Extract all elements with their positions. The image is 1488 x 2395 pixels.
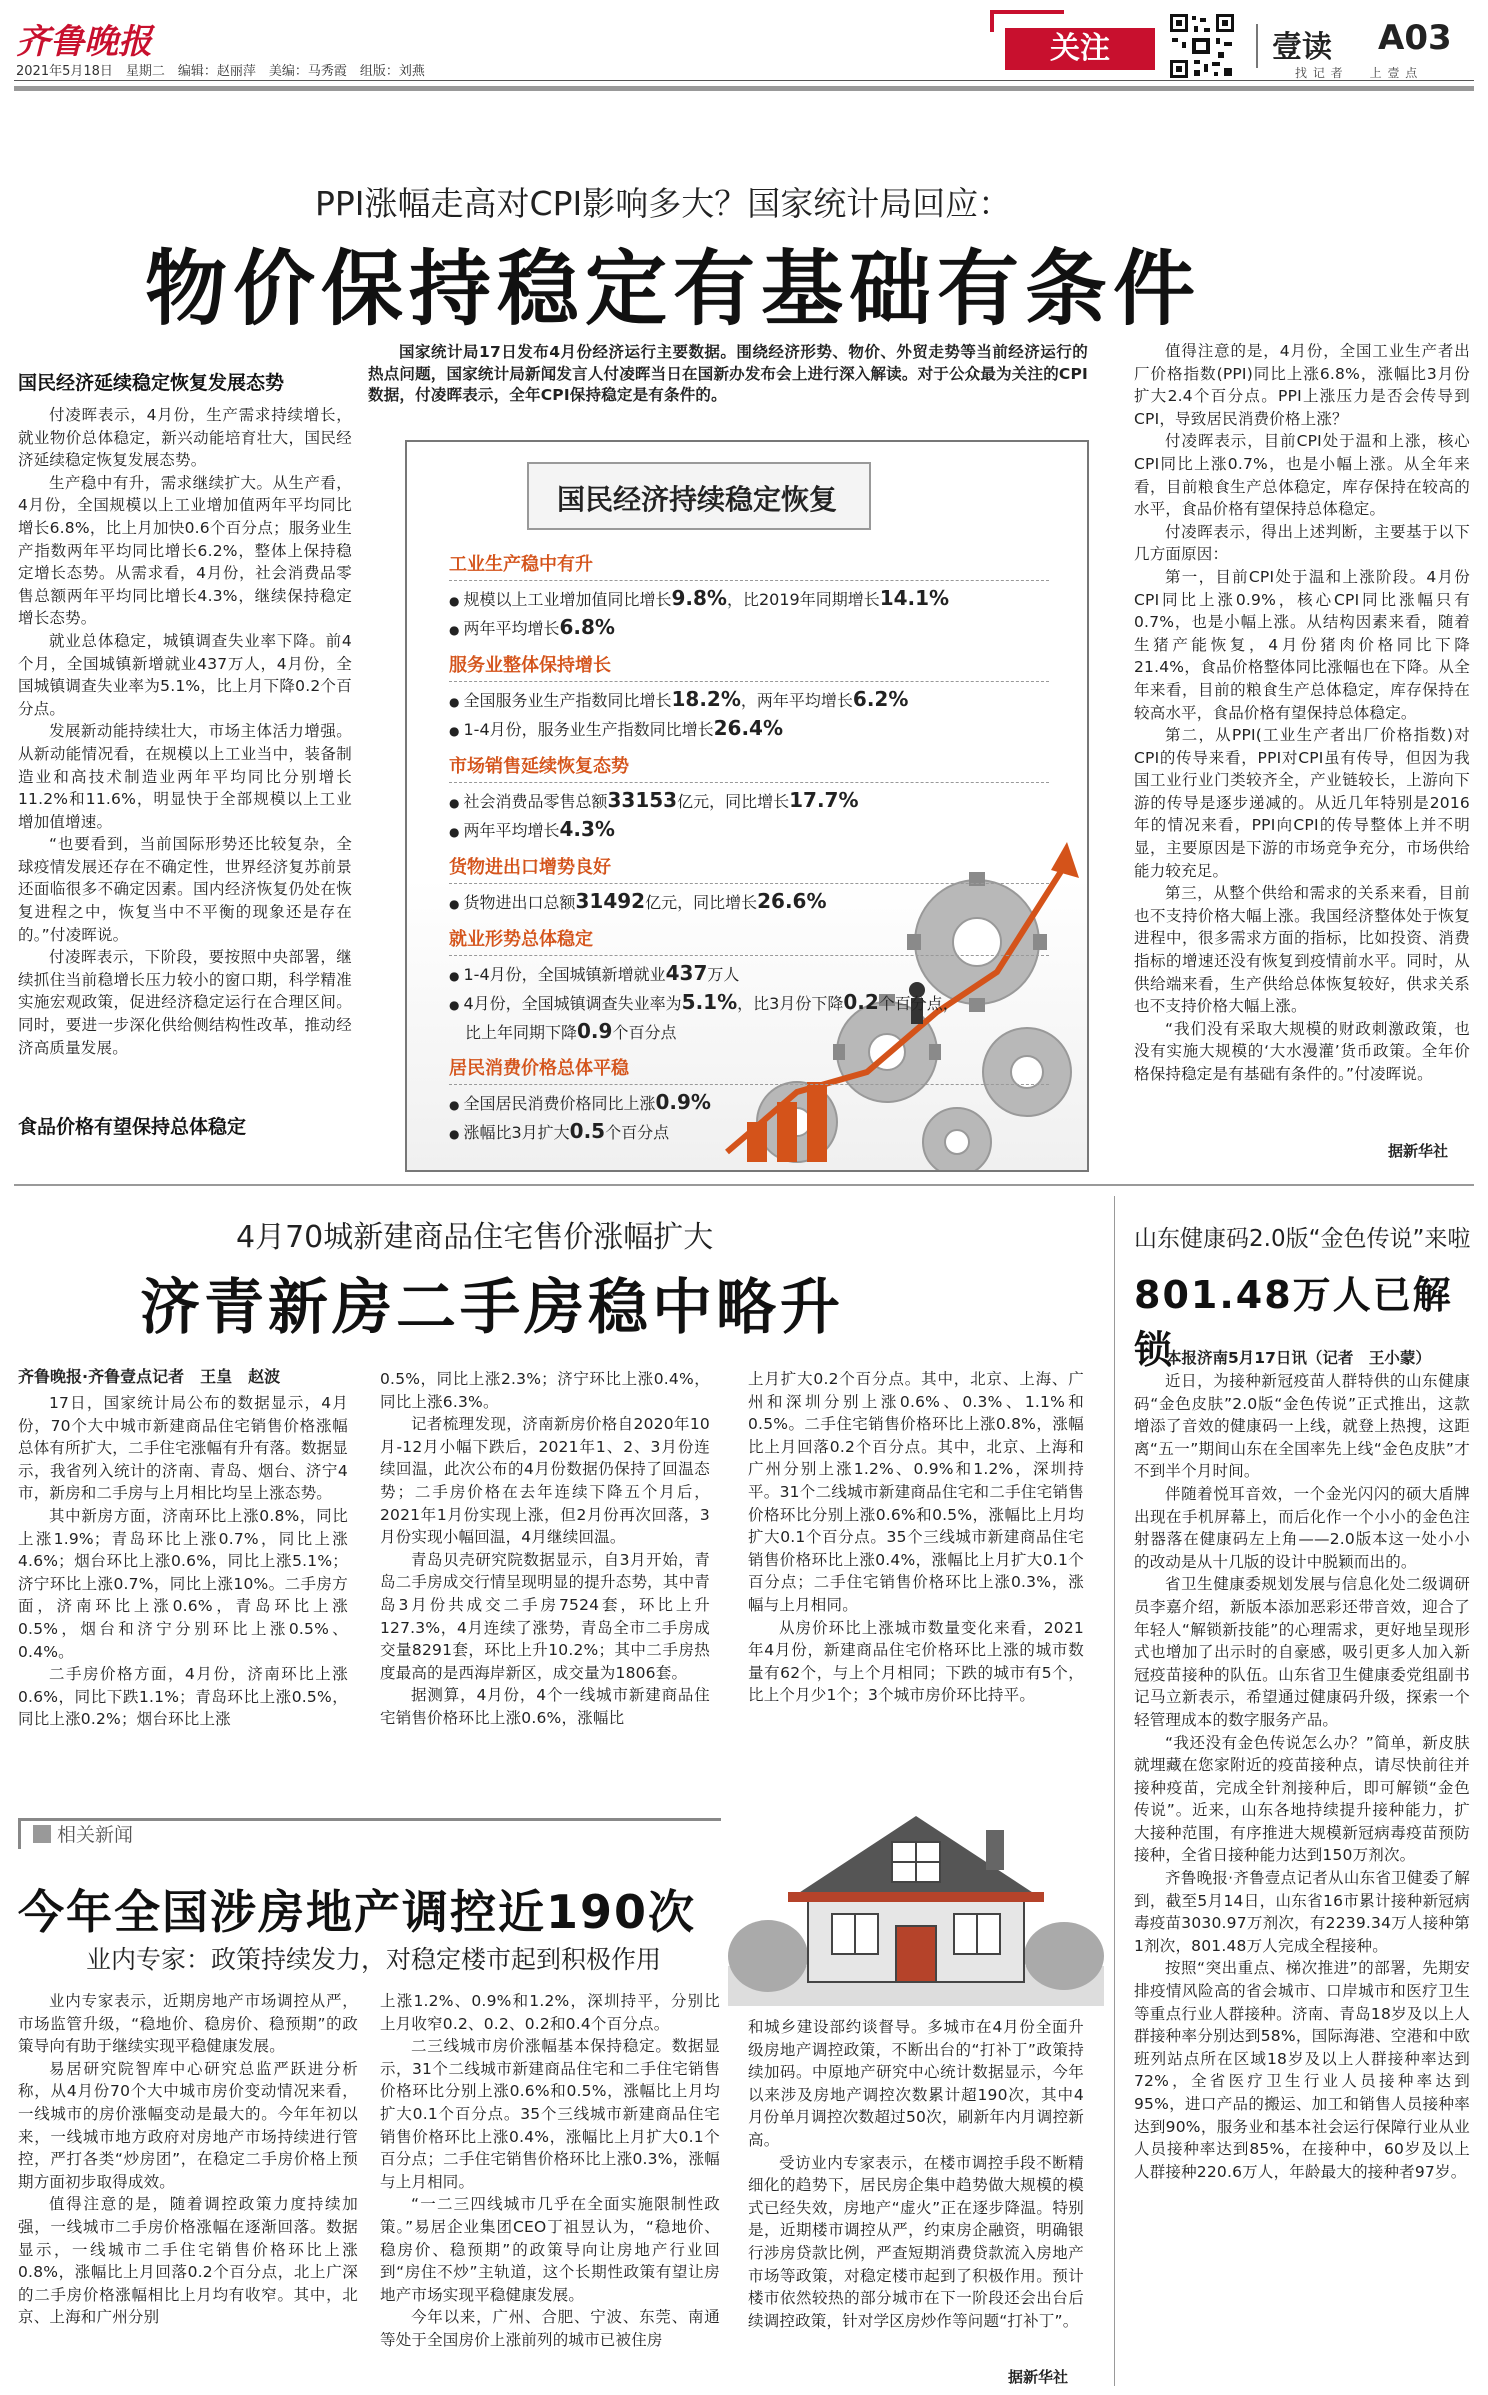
- infographic-value: 9.8%: [671, 586, 727, 610]
- paragraph: “也要看到，当前国际形势还比较复杂，全球疫情发展还存在不确定性，世界经济复苏前景还面临很多不确定因素。国内经济恢复仍处在恢复进程之中，恢复当中不平衡的现象还是存在的。”付凌晖说。: [18, 835, 352, 944]
- paragraph: 省卫生健康委规划发展与信息化处二级调研员李嘉介绍，新版本添加恶彩还带音效，迎合了年轻人“解锁新技能”的心理需求，更好地呈现形式也增加了出示时的自豪感，吸引更多人加入新冠疫苗接种的队伍。山东省卫生健康委党组副书记马立新表示，希望通过健康码升级，探索一个轻管理成本的数字服务产品。: [1134, 1575, 1470, 1729]
- masthead-info: 2021年5月18日 星期二 编辑：赵丽萍 美编：马秀霞 组版：刘燕: [16, 64, 425, 79]
- bullet-icon: ●: [449, 724, 460, 738]
- paragraph: 第二，从PPI(工业生产者出厂价格指数)对CPI的传导来看，PPI对CPI虽有传导，但因为我国工业行业门类较齐全，产业链较长，上游向下游的传导是逐步递减的。从近几年特别是2016年的情况来看，PPI向CPI的传导整体上并不明显，主要原因是下游的市场竞争充分，市场供给能力较充足。: [1134, 726, 1470, 880]
- masthead-bar: [14, 86, 1474, 91]
- page-number: A03: [1378, 18, 1452, 58]
- infographic-text: 涨幅比3月扩大: [463, 1123, 570, 1142]
- paragraph: 据测算，4月份，4个一线城市新建商品住宅销售价格环比上涨0.6%，涨幅比: [380, 1686, 710, 1727]
- infographic-value: 4.3%: [559, 817, 615, 841]
- paragraph: 17日，国家统计局公布的数据显示，4月份，70个大中城市新建商品住宅销售价格涨幅总体有所扩大，二手住宅涨幅有升有落。数据显示，我省列入统计的济南、青岛、烟台、济宁4市，新房和二手房与上月相比均呈上涨态势。: [18, 1394, 348, 1503]
- infographic-value: 437: [665, 961, 708, 985]
- paragraph: 其中新房方面，济南环比上涨0.8%，同比上涨1.9%；青岛环比上涨0.7%，同比上涨4.6%；烟台环比上涨0.6%，同比上涨5.1%；济宁环比上涨0.7%，同比上涨10%。二手房方面，济南环比上涨0.6%，青岛环比上涨0.5%，烟台和济宁分别环比上涨0.5%、0.4%。: [18, 1506, 348, 1661]
- article3-column: [1134, 1370, 1470, 2386]
- article4-source: 据新华社: [1008, 2368, 1069, 2386]
- paragraph: 生产稳中有升，需求继续扩大。从生产看，4月份，全国规模以上工业增加值两年平均同比增长6.8%，比上月加快0.6个百分点；服务业生产指数两年平均同比增长6.2%，整体上保持稳定增长态势。从需求看，4月份，社会消费品零售总额两年平均同比增长4.3%，继续保持稳定增长态势。: [18, 473, 352, 628]
- infographic-text: 4月份，全国城镇调查失业率为: [463, 994, 682, 1013]
- paragraph: 付凌晖表示，得出上述判断，主要基于以下几方面原因：: [1134, 522, 1470, 564]
- infographic-value: 31492: [575, 889, 646, 913]
- paragraph: 近日，为接种新冠疫苗人群特供的山东健康码“金色皮肤”2.0版“金色传说”正式推出，这款增添了音效的健康码一上线，就登上热搜，这距离“五一”期间山东在全国率先上线“金色皮肤”才不到半个月时间。: [1134, 1372, 1470, 1481]
- article3-byline: 本报济南5月17日讯（记者 王小蒙）: [1166, 1349, 1431, 1367]
- infographic-item: [449, 1118, 1049, 1147]
- paragraph: “一二三四线城市几乎在全面实施限制性政策。”易居企业集团CEO丁祖昱认为，“稳地价、稳房价、稳预期”的政策导向让房地产行业回到“房住不炒”主轨道，这个长期性政策有望让房地产市场实现平稳健康发展。: [380, 2195, 720, 2304]
- infographic-text: 全国服务业生产指数同比增长: [463, 691, 672, 710]
- paragraph: 伴随着悦耳音效，一个金光闪闪的硕大盾牌出现在手机屏幕上，而后化作一个小小的金色注射器落在健康码左上角——2.0版本这一处小小的改动是从十几版的设计中脱颖而出的。: [1134, 1484, 1470, 1571]
- paragraph: 二三线城市房价涨幅基本保持稳定。数据显示，31个二线城市新建商品住宅和二手住宅销售价格环比分别上涨0.6%和0.5%，涨幅比上月均扩大0.1个百分点。35个三线城市新建商品住宅销售价格环比上涨0.4%，涨幅比上月扩大0.1个百分点；二手住宅销售价格环比上涨0.3%，涨幅与上月相同。: [380, 2037, 720, 2191]
- article4-headline: 今年全国涉房地产调控近190次: [18, 1885, 697, 1939]
- infographic-value: 18.2%: [671, 687, 741, 711]
- infographic-value: 0.2: [843, 990, 879, 1014]
- paragraph: 值得注意的是，随着调控政策力度持续加强，一线城市二手房价格涨幅在逐渐回落。数据显示，一线城市二手住宅销售价格环比上涨0.8%，涨幅比上月回落0.2个百分点，北上广深的二手房价格涨幅相比上月均有收窄。其中，北京、上海和广州分别: [18, 2195, 358, 2327]
- related-news-label: 相关新闻: [57, 1824, 134, 1846]
- paragraph: 0.5%，同比上涨2.3%；济宁环比上涨0.4%，同比上涨6.3%。: [380, 1370, 710, 1411]
- infographic-section-heading: 服务业整体保持增长: [449, 651, 1049, 682]
- infographic-value: 5.1%: [681, 990, 738, 1014]
- infographic-item: [449, 715, 1049, 744]
- paragraph: 按照“突出重点、梯次推进”的部署，先期安排疫情风险高的省会城市、口岸城市和医疗卫生等重点行业人群接种。济南、青岛18岁及以上人群接种率分别达到58%，国际海港、空港和中欧班列站点所在区域18岁及以上人群接种率达到72%，全省医疗卫生行业人员接种率达到95%，进口产品的搬运、加工和销售人员接种率达到90%，服务业和基本社会运行保障行业从业人员接种率达到85%，在接种中，60岁及以上人群接种220.6万人，年龄最大的接种者97岁。: [1134, 1959, 1470, 2181]
- infographic-text: 万人: [707, 965, 740, 984]
- infographic-text: ，比2019年同期增长: [726, 590, 880, 609]
- infographic-text: 比上年同期下降: [465, 1023, 578, 1042]
- article1-lead: 国家统计局17日发布4月份经济运行主要数据。围绕经济形势、物价、外贸走势等当前经济运行的热点问题，国家统计局新闻发言人付凌晖当日在国新办发布会上进行深入解读。对于公众最为关注的CPI数据，付凌晖表示，全年CPI保持稳定是有条件的。: [368, 343, 1088, 404]
- infographic-section: [449, 550, 1049, 643]
- infographic-section: [449, 752, 1049, 845]
- article2-col1: [18, 1392, 348, 1788]
- infographic-body: [449, 550, 1049, 1155]
- infographic-section-heading: 就业形势总体稳定: [449, 925, 1049, 956]
- paragraph: “我还没有金色传说怎么办？”简单，新皮肤就埋藏在您家附近的疫苗接种点，请尽快前往并接种疫苗，完成全针剂接种后，即可解锁“金色传说”。近来，山东各地持续提升接种能力，扩大接种范围，有序推进大规模新冠病毒疫苗预防接种，全省日接种能力达到150万剂次。: [1134, 1733, 1470, 1865]
- bullet-icon: ●: [449, 796, 460, 810]
- article2-col3: [748, 1368, 1084, 1788]
- article4-col2: [380, 1990, 720, 2388]
- bullet-icon: ●: [449, 998, 460, 1012]
- paragraph: 第一，目前CPI处于温和上涨阶段。4月份CPI同比上涨0.9%，核心CPI同比涨幅只有0.7%，也是小幅上涨。从结构因素来看，随着生猪产能恢复，4月份猪肉价格同比下降21.4%，食品价格整体同比涨幅也在下降。从全年来看，目前的粮食生产总体稳定，库存保持在较高水平，食品价格有望保持总体稳定。: [1134, 567, 1470, 722]
- paragraph: 值得注意的是，4月份，全国工业生产者出厂价格指数(PPI)同比上涨6.8%，涨幅比3月份扩大2.4个百分点。PPI上涨压力是否会传导到CPI，导致居民消费价格上涨？: [1134, 342, 1470, 428]
- bullet-icon: ●: [449, 1127, 460, 1141]
- infographic-text: 两年平均增长: [463, 821, 560, 840]
- article4-col3: [748, 2016, 1084, 2368]
- section-divider: [14, 1184, 1474, 1186]
- infographic-value: 6.2%: [852, 687, 909, 711]
- article2-headline: 济青新房二手房稳中略升: [140, 1273, 844, 1343]
- article4-subhead: 业内专家：政策持续发力，对稳定楼市起到积极作用: [86, 1945, 662, 1974]
- column-divider: [1114, 1196, 1115, 2386]
- paragraph: 付凌晖表示，下阶段，要按照中央部署，继续抓住当前稳增长压力较小的窗口期，科学精准实施宏观政策，促进经济稳定运行在合理区间。同时，要进一步深化供给侧结构性改革，推动经济高质量发展。: [18, 948, 352, 1057]
- masthead-divider: [1256, 24, 1258, 68]
- paragraph: 发展新动能持续壮大，市场主体活力增强。从新动能情况看，在规模以上工业当中，装备制造业和高技术制造业两年平均同比分别增长11.2%和11.6%，明显快于全部规模以上工业增加值增速。: [18, 722, 352, 831]
- masthead-byline: 找 记 者 上 壹 点: [1295, 66, 1419, 80]
- infographic-value: 0.9: [577, 1019, 613, 1043]
- infographic-text: 亿元，同比增长: [677, 792, 790, 811]
- infographic-value: 0.9%: [655, 1090, 711, 1114]
- infographic-text: 个百分点: [612, 1023, 677, 1042]
- infographic-section: [449, 925, 1049, 1046]
- paragraph: 付凌晖表示，4月份，生产需求持续增长，就业物价总体稳定，新兴动能培育壮大，国民经济延续稳定恢复发展态势。: [18, 406, 352, 470]
- infographic-section-heading: 居民消费价格总体平稳: [449, 1054, 1049, 1085]
- infographic-text: 1-4月份，全国城镇新增就业: [463, 965, 666, 984]
- infographic-section: [449, 853, 1049, 917]
- paragraph: 记者梳理发现，济南新房价格自2020年10月-12月小幅下跌后，2021年1、2、3月份连续回温，此次公布的4月份数据仍保持了回温态势；二手房价格在去年连续下降五个月后，2021年1月份实现上涨，但2月份再次回落，3月份实现小幅回温，4月继续回温。: [380, 1415, 710, 1547]
- paragraph: 业内专家表示，近期房地产市场调控从严，市场监管升级，“稳地价、稳房价、稳预期”的政策导向有助于继续实现平稳健康发展。: [18, 1992, 358, 2056]
- infographic-text: 个百分点，: [878, 994, 959, 1013]
- infographic-text: 个百分点: [605, 1123, 670, 1142]
- article1-source: 据新华社: [1388, 1142, 1449, 1160]
- paragraph: 青岛贝壳研究院数据显示，自3月开始，青岛二手房成交行情呈现明显的提升态势，其中青岛3月份共成交二手房7524套，环比上升127.3%，4月连续了涨势，青岛全市二手房成交量8291套，环比上升10.2%；其中二手房热度最高的是西海岸新区，成交量为1806套。: [380, 1550, 710, 1682]
- paragraph: 从房价环比上涨城市数量变化来看，2021年4月份，新建商品住宅价格环比上涨的城市数量有62个，与上个月相同；下跌的城市有5个，比上个月少1个；3个城市房价环比持平。: [748, 1618, 1084, 1705]
- bullet-icon: ●: [449, 695, 460, 709]
- house-illustration: [728, 1806, 1104, 2006]
- infographic-value: 0.5: [569, 1119, 606, 1143]
- infographic-panel: [405, 440, 1089, 1172]
- article2-byline: 齐鲁晚报·齐鲁壹点记者 王皇 赵波: [18, 1367, 281, 1386]
- infographic-text: 社会消费品零售总额: [463, 792, 608, 811]
- article1-kicker: PPI涨幅走高对CPI影响多大？国家统计局回应：: [315, 184, 1012, 223]
- article4-col1: [18, 1990, 358, 2388]
- infographic-item: [449, 989, 1049, 1018]
- article1-left-column: [18, 404, 352, 1100]
- infographic-text: 全国居民消费价格同比上涨: [463, 1094, 656, 1113]
- bullet-icon: ●: [449, 1098, 460, 1112]
- infographic-text: 两年平均增长: [463, 619, 560, 638]
- article1-headline: 物价保持稳定有基础有条件: [145, 242, 1202, 337]
- infographic-text: ，比3月份下降: [737, 994, 844, 1013]
- infographic-value: 17.7%: [789, 788, 859, 812]
- infographic-section-heading: 货物进出口增势良好: [449, 853, 1049, 884]
- qr-code-icon: [1168, 12, 1236, 80]
- related-news-tab: [18, 1818, 721, 1849]
- infographic-title: 国民经济持续稳定恢复: [556, 483, 837, 516]
- paragraph: 齐鲁晚报·齐鲁壹点记者从山东省卫健委了解到，截至5月14日，山东省16市累计接种新冠病毒疫苗3030.97万剂次，有2239.34万人接种第1剂次，801.48万人完成全程接种。: [1134, 1869, 1470, 1955]
- paragraph: 上月扩大0.2个百分点。其中，北京、上海、广州和深圳分别上涨0.6%、0.3%、1.1%和0.5%。二手住宅销售价格环比上涨0.8%，涨幅比上月回落0.2个百分点。其中，北京、上海和广州分别上涨1.2%、0.9%和1.2%，深圳持平。31个二线城市新建商品住宅和二手住宅销售价格环比分别上涨0.6%和0.5%，涨幅比上月均扩大0.1个百分点。35个三线城市新建商品住宅销售价格环比上涨0.4%，涨幅比上月扩大0.1个百分点；二手住宅销售价格环比上涨0.3%，涨幅与上月相同。: [748, 1370, 1084, 1614]
- paragraph: 第三，从整个供给和需求的关系来看，目前也不支持价格大幅上涨。我国经济整体处于恢复进程中，很多需求方面的指标，比如投资、消费指标的增速还没有恢复到疫情前水平。同时，从供给端来看，生产供给总体恢复较好，供求关系也不支持价格大幅上涨。: [1134, 884, 1470, 1016]
- section-tag: 关注: [1005, 28, 1155, 70]
- paragraph: 就业总体稳定，城镇调查失业率下降。前4个月，全国城镇新增就业437万人，4月份，全国城镇调查失业率为5.1%，比上月下降0.2个百分点。: [18, 631, 352, 718]
- infographic-item: [449, 888, 1049, 917]
- infographic-item: [449, 686, 1049, 715]
- article3-kicker: 山东健康码2.0版“金色传说”来啦: [1134, 1226, 1471, 1252]
- masthead-rule: [14, 80, 1474, 81]
- bullet-icon: ●: [449, 594, 460, 608]
- infographic-value: 14.1%: [879, 586, 950, 610]
- infographic-item: [449, 585, 1049, 614]
- paragraph: 受访业内专家表示，在楼市调控手段不断精细化的趋势下，居民房企集中趋势做大规模的模式已经失效，房地产“虚火”正在逐步降温。特别是，近期楼市调控从严，约束房企融资，明确银行涉房贷款比例，严查短期消费贷款流入房地产市场等政策，对稳定楼市起到了积极作用。预计楼市依然较热的部分城市在下一阶段还会出台后续调控政策，针对学区房炒作等问题“打补丁”。: [748, 2153, 1084, 2330]
- infographic-section-heading: 工业生产稳中有升: [449, 550, 1049, 581]
- article1-left-subhead2: 食品价格有望保持总体稳定: [18, 1116, 247, 1138]
- infographic-text: 亿元，同比增长: [645, 893, 758, 912]
- infographic-value: 33153: [607, 788, 678, 812]
- article1-right-column: [1134, 340, 1470, 1156]
- infographic-text: 货物进出口总额: [463, 893, 576, 912]
- infographic-text: ，两年平均增长: [740, 691, 853, 710]
- bullet-icon: ●: [449, 969, 460, 983]
- section-name: 壹读: [1272, 30, 1332, 65]
- paragraph: 二手房价格方面，4月份，济南环比上涨0.6%，同比下跌1.1%；青岛环比上涨0.5%，同比上涨0.2%；烟台环比上涨: [18, 1665, 348, 1729]
- paragraph: 易居研究院智库中心研究总监严跃进分析称，从4月份70个大中城市房价变动情况来看，一线城市的房价涨幅变动是最大的。今年年初以来，一线城市地方政府对房地产市场持续进行管控，严打各类“炒房团”，在稳定二手房价格上预期方面初步取得成效。: [18, 2059, 358, 2191]
- paragraph: 付凌晖表示，目前CPI处于温和上涨，核心CPI同比上涨0.7%，也是小幅上涨。从全年来看，目前粮食生产总体稳定，库存保持在较高的水平，食品价格有望保持总体稳定。: [1134, 432, 1470, 519]
- infographic-item: [449, 1089, 1049, 1118]
- article3-headline: 801.48万人已解锁: [1134, 1273, 1453, 1372]
- article1-left-subhead: 国民经济延续稳定恢复发展态势: [18, 372, 285, 394]
- infographic-item: [449, 614, 1049, 643]
- infographic-item: [449, 1018, 1049, 1046]
- infographic-section: [449, 1054, 1049, 1147]
- infographic-item: [449, 816, 1049, 845]
- infographic-value: 26.6%: [757, 889, 827, 913]
- paragraph: “我们没有采取大规模的财政刺激政策，也没有实施大规模的‘大水漫灌’货币政策。全年价格保持稳定是有基础有条件的。”付凌晖说。: [1134, 1019, 1470, 1083]
- infographic-value: 26.4%: [713, 716, 784, 740]
- article2-col2: [380, 1368, 710, 1788]
- bullet-icon: ●: [449, 623, 460, 637]
- infographic-section: [449, 651, 1049, 744]
- infographic-item: [449, 960, 1049, 989]
- paragraph: 上涨1.2%、0.9%和1.2%，深圳持平，分别比上月收窄0.2、0.2、0.2和0.4个百分点。: [380, 1992, 720, 2033]
- infographic-item: [449, 787, 1049, 816]
- doc-icon: [33, 1825, 51, 1843]
- infographic-value: 6.8%: [559, 615, 615, 639]
- bullet-icon: ●: [449, 897, 460, 911]
- infographic-text: 规模以上工业增加值同比增长: [463, 590, 672, 609]
- article2-kicker: 4月70城新建商品住宅售价涨幅扩大: [236, 1220, 714, 1255]
- paragraph: 今年以来，广州、合肥、宁波、东莞、南通等处于全国房价上涨前列的城市已被住房: [380, 2308, 720, 2349]
- infographic-text: 1-4月份，服务业生产指数同比增长: [463, 720, 714, 739]
- infographic-section-heading: 市场销售延续恢复态势: [449, 752, 1049, 783]
- paragraph: 和城乡建设部约谈督导。多城市在4月份全面升级房地产调控政策，不断出台的“打补丁”政策持续加码。中原地产研究中心统计数据显示，今年以来涉及房地产调控次数累计超190次，其中4月份单月调控次数超过50次，刷新年内月调控新高。: [748, 2018, 1084, 2149]
- bullet-icon: ●: [449, 825, 460, 839]
- newspaper-logo: 齐鲁晚报: [16, 22, 152, 62]
